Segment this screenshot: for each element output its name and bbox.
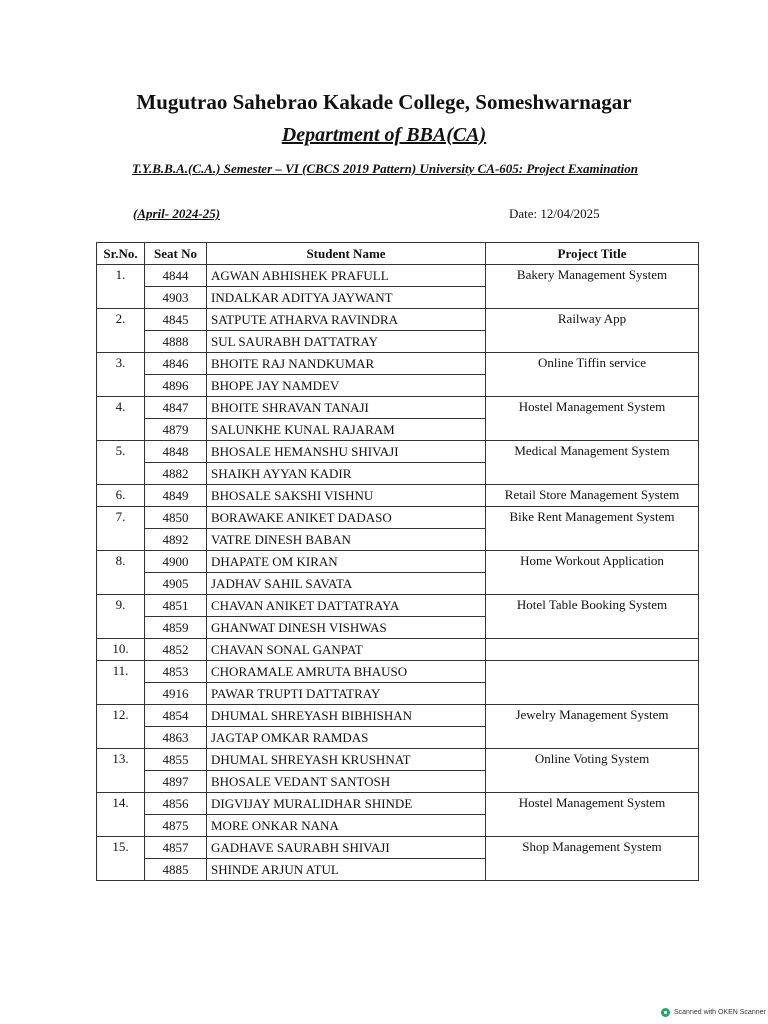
seat-number-cell: 4900 — [145, 551, 207, 573]
table-row — [97, 661, 699, 683]
table-row — [97, 441, 699, 463]
serial-number-cell: 9. — [97, 595, 145, 639]
serial-number-cell: 15. — [97, 837, 145, 881]
student-name-cell: BHOSALE VEDANT SANTOSH — [207, 771, 486, 793]
oken-scanner-logo-icon — [661, 1008, 670, 1017]
serial-number-cell: 1. — [97, 265, 145, 309]
student-name-cell: CHORAMALE AMRUTA BHAUSO — [207, 661, 486, 683]
serial-number-cell: 11. — [97, 661, 145, 705]
seat-number-cell: 4888 — [145, 331, 207, 353]
serial-number-cell: 6. — [97, 485, 145, 507]
seat-number-cell: 4847 — [145, 397, 207, 419]
department-title: Department of BBA(CA) — [281, 124, 487, 146]
student-name-cell: BHOSALE SAKSHI VISHNU — [207, 485, 486, 507]
seat-number-cell: 4845 — [145, 309, 207, 331]
student-name-cell: BHOSALE HEMANSHU SHIVAJI — [207, 441, 486, 463]
serial-number-cell: 2. — [97, 309, 145, 353]
student-name-cell: MORE ONKAR NANA — [207, 815, 486, 837]
seat-number-cell: 4854 — [145, 705, 207, 727]
project-title-cell: Hostel Management System — [486, 397, 699, 441]
table-row — [97, 837, 699, 859]
seat-number-cell: 4905 — [145, 573, 207, 595]
seat-number-cell: 4885 — [145, 859, 207, 881]
seat-number-cell: 4851 — [145, 595, 207, 617]
seat-number-cell: 4892 — [145, 529, 207, 551]
exam-title: T.Y.B.B.A.(C.A.) Semester – VI (CBCS 2019 Pattern) University CA-605: Project Examination — [132, 161, 638, 176]
table-row — [97, 551, 699, 573]
scanner-text: Scanned with OKEN Scanner — [674, 1009, 766, 1016]
table-row — [97, 485, 699, 507]
project-title-cell: Online Tiffin service — [486, 353, 699, 397]
table-row — [97, 705, 699, 727]
student-name-cell: GADHAVE SAURABH SHIVAJI — [207, 837, 486, 859]
seat-number-cell: 4875 — [145, 815, 207, 837]
student-name-cell: DHUMAL SHREYASH BIBHISHAN — [207, 705, 486, 727]
project-title-cell — [486, 639, 699, 661]
column-header-title: Project Title — [486, 243, 699, 265]
project-title-cell: Jewelry Management System — [486, 705, 699, 749]
student-name-cell: BHOPE JAY NAMDEV — [207, 375, 486, 397]
table-header-row — [97, 243, 699, 265]
student-name-cell: INDALKAR ADITYA JAYWANT — [207, 287, 486, 309]
seat-number-cell: 4859 — [145, 617, 207, 639]
student-name-cell: SUL SAURABH DATTATRAY — [207, 331, 486, 353]
seat-number-cell: 4850 — [145, 507, 207, 529]
student-name-cell: CHAVAN SONAL GANPAT — [207, 639, 486, 661]
project-title-cell: Medical Management System — [486, 441, 699, 485]
serial-number-cell: 14. — [97, 793, 145, 837]
seat-number-cell: 4863 — [145, 727, 207, 749]
serial-number-cell: 10. — [97, 639, 145, 661]
table-row — [97, 397, 699, 419]
column-header-name: Student Name — [207, 243, 486, 265]
serial-number-cell: 3. — [97, 353, 145, 397]
student-name-cell: SHAIKH AYYAN KADIR — [207, 463, 486, 485]
project-title-cell: Retail Store Management System — [486, 485, 699, 507]
scanner-watermark — [661, 1008, 766, 1017]
column-header-srno: Sr.No. — [97, 243, 145, 265]
seat-number-cell: 4903 — [145, 287, 207, 309]
seat-number-cell: 4916 — [145, 683, 207, 705]
seat-number-cell: 4897 — [145, 771, 207, 793]
college-name: Mugutrao Sahebrao Kakade College, Someshwarnagar — [136, 90, 632, 114]
serial-number-cell: 13. — [97, 749, 145, 793]
student-name-cell: DHUMAL SHREYASH KRUSHNAT — [207, 749, 486, 771]
seat-number-cell: 4882 — [145, 463, 207, 485]
table-body — [97, 265, 699, 881]
seat-number-cell: 4855 — [145, 749, 207, 771]
seat-number-cell: 4879 — [145, 419, 207, 441]
serial-number-cell: 4. — [97, 397, 145, 441]
serial-number-cell: 5. — [97, 441, 145, 485]
project-title-cell: Hostel Management System — [486, 793, 699, 837]
project-title-cell — [486, 661, 699, 705]
table-row — [97, 353, 699, 375]
seat-number-cell: 4896 — [145, 375, 207, 397]
table-row — [97, 507, 699, 529]
seat-number-cell: 4852 — [145, 639, 207, 661]
project-allocation-table — [96, 242, 699, 881]
seat-number-cell: 4856 — [145, 793, 207, 815]
project-title-cell: Shop Management System — [486, 837, 699, 881]
student-name-cell: JAGTAP OMKAR RAMDAS — [207, 727, 486, 749]
student-name-cell: SHINDE ARJUN ATUL — [207, 859, 486, 881]
student-name-cell: BHOITE SHRAVAN TANAJI — [207, 397, 486, 419]
student-name-cell: JADHAV SAHIL SAVATA — [207, 573, 486, 595]
student-name-cell: SATPUTE ATHARVA RAVINDRA — [207, 309, 486, 331]
table-row — [97, 309, 699, 331]
seat-number-cell: 4846 — [145, 353, 207, 375]
project-title-cell: Hotel Table Booking System — [486, 595, 699, 639]
project-title-cell: Home Workout Application — [486, 551, 699, 595]
student-name-cell: AGWAN ABHISHEK PRAFULL — [207, 265, 486, 287]
project-title-cell: Bike Rent Management System — [486, 507, 699, 551]
table-row — [97, 749, 699, 771]
table-row — [97, 265, 699, 287]
column-header-seat: Seat No — [145, 243, 207, 265]
student-name-cell: DHAPATE OM KIRAN — [207, 551, 486, 573]
student-name-cell: SALUNKHE KUNAL RAJARAM — [207, 419, 486, 441]
project-title-cell: Online Voting System — [486, 749, 699, 793]
serial-number-cell: 8. — [97, 551, 145, 595]
table-row — [97, 793, 699, 815]
student-name-cell: CHAVAN ANIKET DATTATRAYA — [207, 595, 486, 617]
serial-number-cell: 12. — [97, 705, 145, 749]
date-label: Date: 12/04/2025 — [509, 206, 600, 221]
student-name-cell: GHANWAT DINESH VISHWAS — [207, 617, 486, 639]
table-row — [97, 595, 699, 617]
seat-number-cell: 4848 — [145, 441, 207, 463]
project-title-cell: Bakery Management System — [486, 265, 699, 309]
seat-number-cell: 4857 — [145, 837, 207, 859]
table-row — [97, 639, 699, 661]
serial-number-cell: 7. — [97, 507, 145, 551]
seat-number-cell: 4849 — [145, 485, 207, 507]
project-title-cell: Railway App — [486, 309, 699, 353]
student-name-cell: PAWAR TRUPTI DATTATRAY — [207, 683, 486, 705]
student-name-cell: VATRE DINESH BABAN — [207, 529, 486, 551]
seat-number-cell: 4853 — [145, 661, 207, 683]
session-label: (April- 2024-25) — [133, 206, 221, 221]
student-name-cell: BHOITE RAJ NANDKUMAR — [207, 353, 486, 375]
student-name-cell: BORAWAKE ANIKET DADASO — [207, 507, 486, 529]
seat-number-cell: 4844 — [145, 265, 207, 287]
student-name-cell: DIGVIJAY MURALIDHAR SHINDE — [207, 793, 486, 815]
